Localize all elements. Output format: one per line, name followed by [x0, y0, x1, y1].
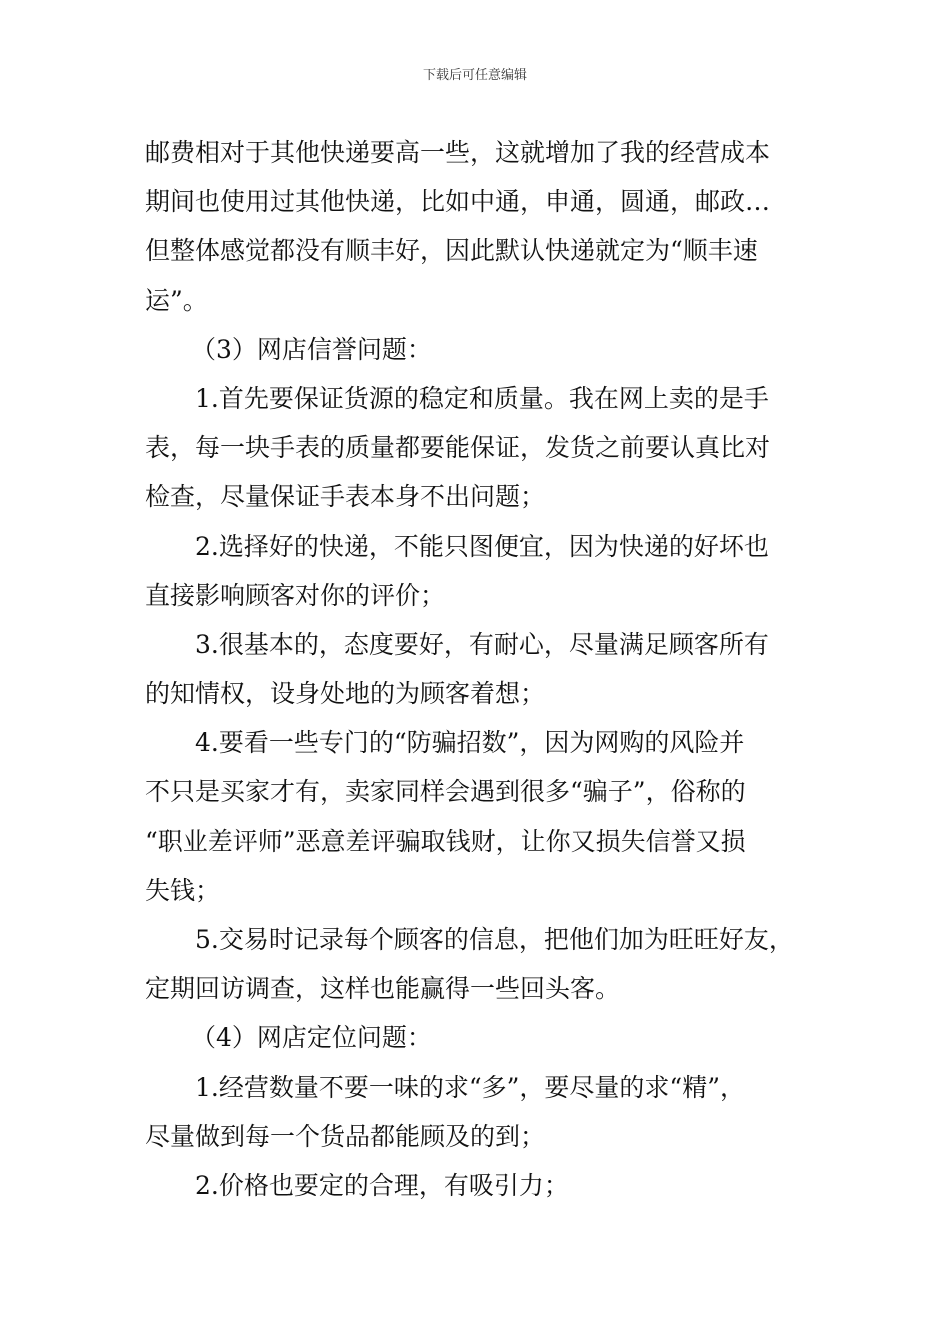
text-line: 5.交易时记录每个顾客的信息，把他们加为旺旺好友， — [195, 925, 794, 954]
text-line: 2.选择好的快递，不能只图便宜，因为快递的好坏也 — [195, 531, 769, 561]
text-line: 的知情权，设身处地的为顾客着想； — [145, 679, 546, 709]
text-line: 但整体感觉都没有顺丰好，因此默认快递就定为“顺丰速 — [145, 236, 758, 266]
text-line: 不只是买家才有，卖家同样会遇到很多“骗子”，俗称的 — [145, 777, 746, 807]
text-line: 1.首先要保证货源的稳定和质量。我在网上卖的是手 — [195, 383, 769, 413]
text-line: “职业差评师”恶意差评骗取钱财，让你又损失信誉又损 — [145, 826, 746, 856]
text-line: 期间也使用过其他快递，比如中通，申通，圆通，邮政… — [145, 187, 771, 217]
text-line: 2.价格也要定的合理，有吸引力； — [195, 1170, 569, 1200]
text-line: 直接影响顾客对你的评价； — [145, 580, 446, 610]
text-line: 定期回访调查，这样也能赢得一些回头客。 — [145, 974, 621, 1004]
text-line: 3.很基本的，态度要好，有耐心，尽量满足顾客所有 — [195, 629, 769, 659]
text-line: 表，每一块手表的质量都要能保证，发货之前要认真比对 — [145, 433, 771, 463]
text-line: 1.经营数量不要一味的求“多”，要尽量的求“精”， — [195, 1072, 745, 1102]
text-line: 运”。 — [145, 285, 208, 315]
document-body — [145, 128, 835, 1210]
text-line: 4.要看一些专门的“防骗招数”，因为网购的风险并 — [195, 728, 745, 758]
text-line: 尽量做到每一个货品都能顾及的到； — [145, 1121, 546, 1151]
text-line: 邮费相对于其他快递要高一些，这就增加了我的经营成本 — [145, 138, 771, 167]
text-line: 检查，尽量保证手表本身不出问题； — [145, 482, 546, 512]
page-header: 下载后可任意编辑 — [422, 68, 527, 83]
text-line: （3）网店信誉问题： — [191, 334, 432, 364]
text-line: （4）网店定位问题： — [191, 1023, 432, 1053]
text-line: 失钱； — [145, 875, 221, 905]
